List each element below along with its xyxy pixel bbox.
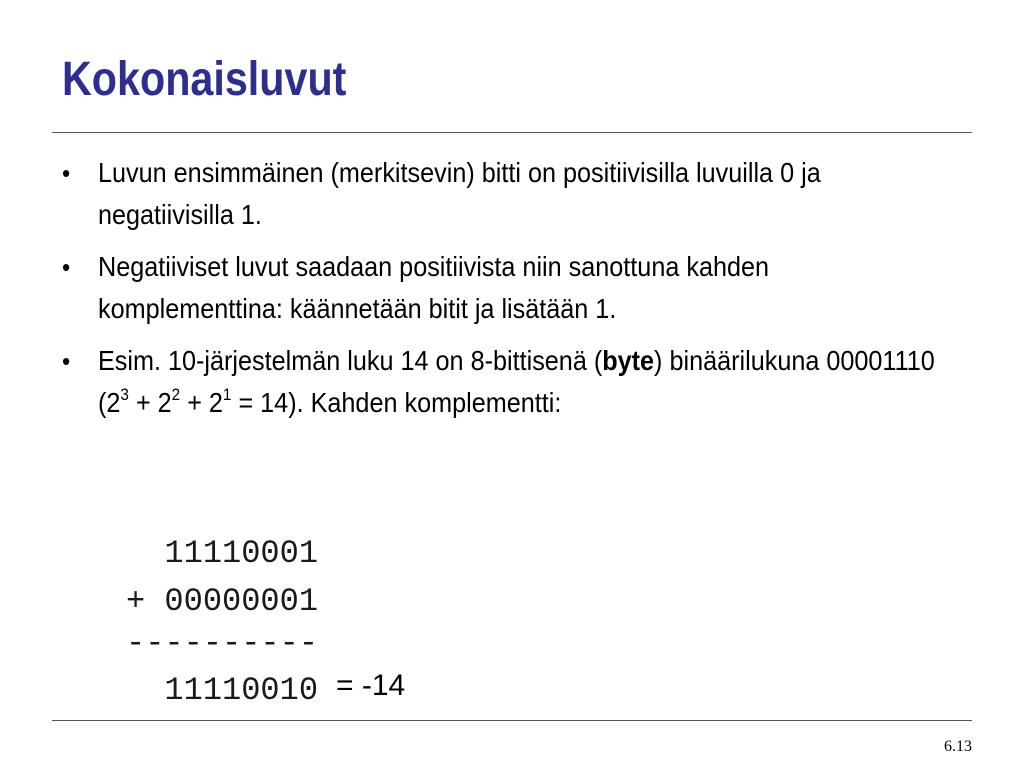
title-divider	[52, 132, 972, 133]
bullet-item	[62, 340, 944, 424]
bullet-text-part: Esim. 10-järjestelmän luku 14 on 8-bittisenä (	[98, 345, 603, 376]
calc-separator: ----------	[126, 625, 319, 662]
bullet-item	[62, 152, 944, 236]
bullet-text-part: + 2	[180, 387, 223, 418]
slide-title: Kokonaisluvut	[62, 53, 347, 106]
bullet-text-part: + 2	[128, 387, 172, 418]
calc-operand-2: + 00000001	[126, 583, 319, 620]
footer-divider	[52, 720, 972, 721]
calc-result-row	[126, 666, 405, 714]
calc-result-note: = -14	[336, 669, 406, 702]
binary-addition	[126, 530, 405, 714]
calc-operand-1: 11110001	[126, 535, 319, 572]
bullet-text: Luvun ensimmäinen (merkitsevin) bitti on positiivisilla luvuilla 0 ja negatiivisilla 1.	[98, 157, 821, 230]
bullet-list	[62, 152, 935, 434]
bullet-icon: •	[62, 252, 71, 282]
calc-result: 11110010	[126, 672, 319, 709]
bullet-text-part: = 14). Kahden komplementti:	[231, 387, 562, 418]
bullet-text-part: ) binäärilukuna 00001110 (2	[98, 345, 935, 418]
bullet-icon: •	[62, 346, 71, 376]
bullet-bold-term: byte	[602, 345, 655, 376]
exponent: 2	[171, 384, 181, 404]
bullet-item	[62, 246, 944, 330]
slide-number: 6.13	[944, 738, 972, 755]
bullet-icon: •	[62, 158, 71, 188]
exponent: 1	[222, 384, 232, 404]
bullet-text: Negatiiviset luvut saadaan positiivista niin sanottuna kahden komplementtina: käännetään bitit ja lisätään 1.	[98, 251, 770, 324]
exponent: 3	[120, 384, 129, 404]
